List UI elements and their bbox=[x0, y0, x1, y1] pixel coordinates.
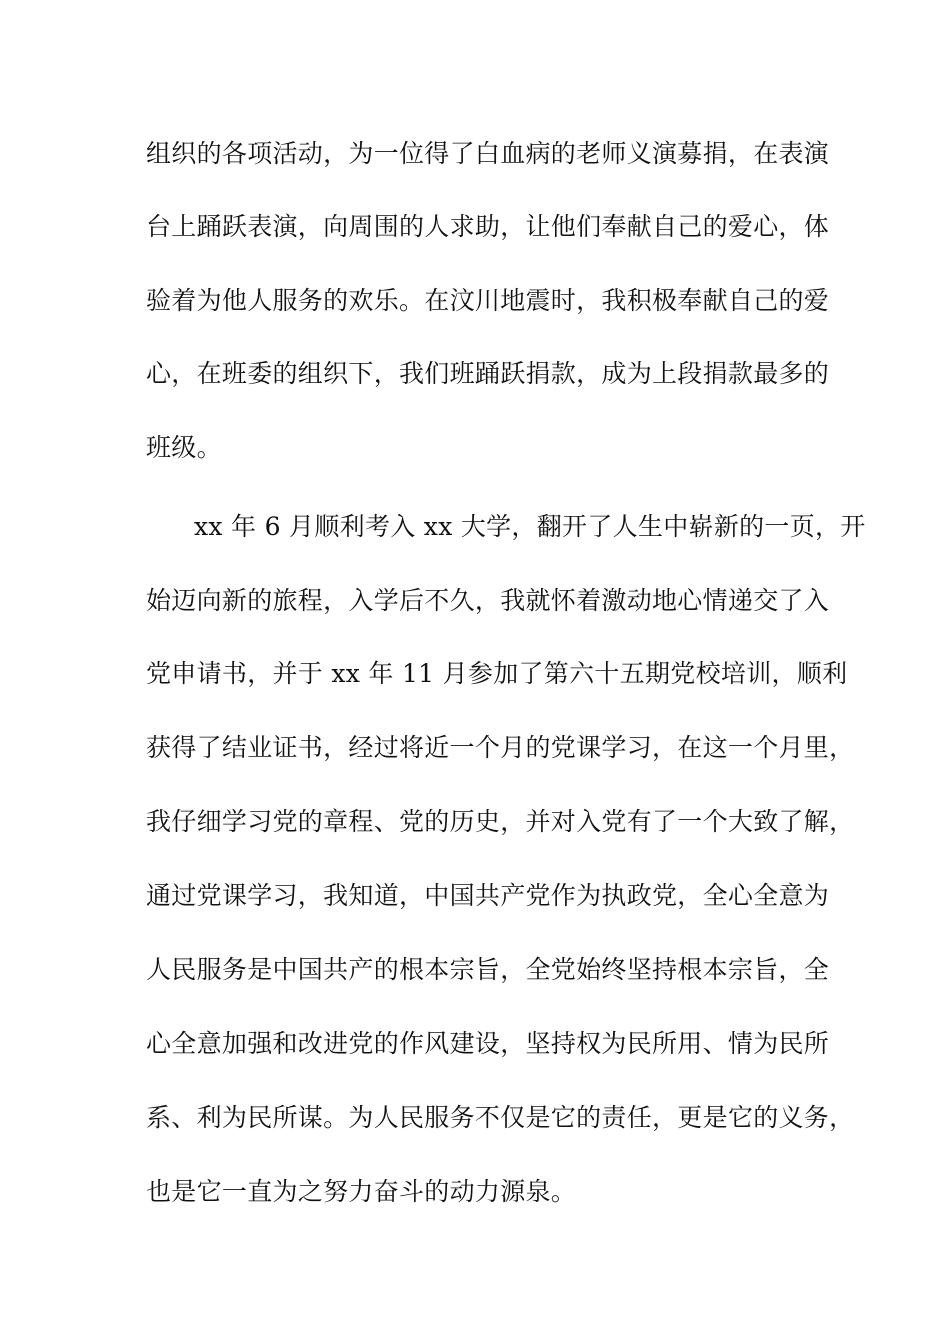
paragraph-2-line-2: 始迈向新的旅程，入学后不久，我就怀着激动地心情递交了入 bbox=[146, 586, 830, 615]
paragraph-2-line-10: 也是它一直为之努力奋斗的动力源泉。 bbox=[146, 1177, 577, 1206]
paragraph-2-line-4: 获得了结业证书，经过将近一个月的党课学习，在这一个月里， bbox=[146, 733, 855, 762]
paragraph-1-line-2: 台上踊跃表演，向周围的人求助，让他们奉献自己的爱心，体 bbox=[146, 212, 830, 241]
paragraph-2-line-1: xx 年 6 月顺利考入 xx 大学，翻开了人生中崭新的一页，开 bbox=[194, 512, 866, 541]
paragraph-2-line-7: 人民服务是中国共产的根本宗旨，全党始终坚持根本宗旨，全 bbox=[146, 955, 830, 984]
paragraph-2-line-5: 我仔细学习党的章程、党的历史，并对入党有了一个大致了解， bbox=[146, 807, 855, 836]
paragraph-2-line-3: 党申请书，并于 xx 年 11 月参加了第六十五期党校培训，顺利 bbox=[146, 659, 848, 688]
paragraph-2-line-9: 系、利为民所谋。为人民服务不仅是它的责任，更是它的义务， bbox=[146, 1103, 855, 1132]
paragraph-1-line-5: 班级。 bbox=[146, 433, 222, 462]
paragraph-1-line-1: 组织的各项活动，为一位得了白血病的老师义演募捐，在表演 bbox=[146, 139, 830, 168]
paragraph-1-line-4: 心，在班委的组织下，我们班踊跃捐款，成为上段捐款最多的 bbox=[146, 359, 830, 388]
paragraph-2-line-6: 通过党课学习，我知道，中国共产党作为执政党，全心全意为 bbox=[146, 881, 830, 910]
paragraph-1-line-3: 验着为他人服务的欢乐。在汶川地震时，我积极奉献自己的爱 bbox=[146, 286, 830, 315]
paragraph-2-line-8: 心全意加强和改进党的作风建设，坚持权为民所用、情为民所 bbox=[146, 1029, 830, 1058]
